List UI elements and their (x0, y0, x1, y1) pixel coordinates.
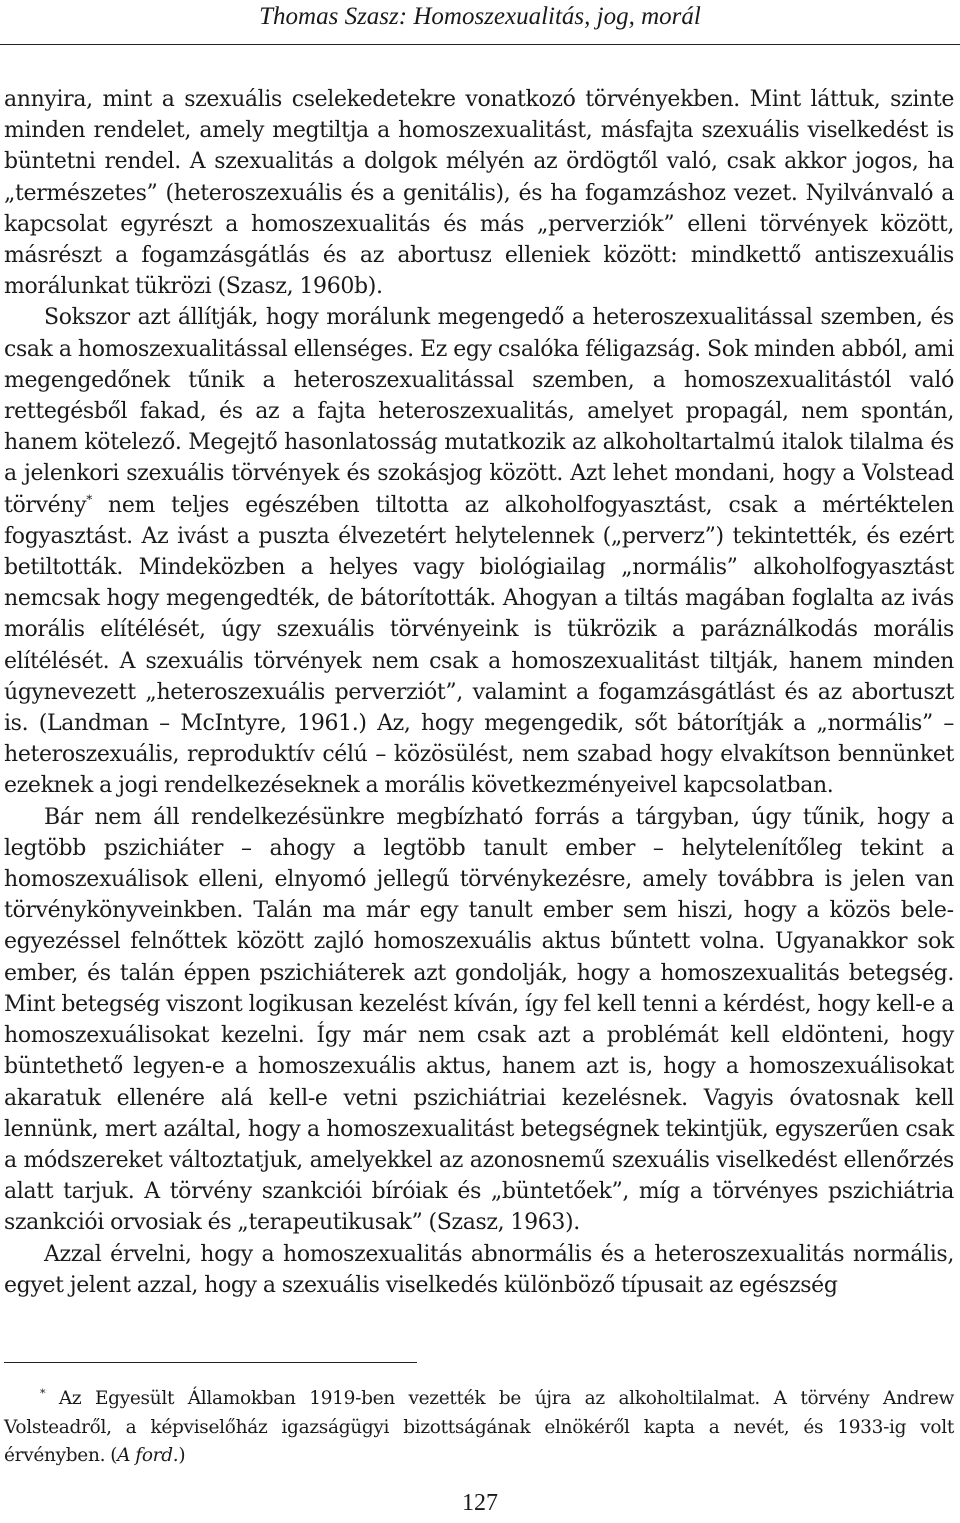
main-text (4, 84, 954, 1301)
footnote-mark: * (40, 1386, 46, 1400)
page-number: 127 (462, 1490, 498, 1516)
paragraph-2-part-2: nem teljes egészében tiltotta az alkoholfogyasztást, csak a mértéktelen fogyasztást. Az ivást a puszta élvezetért helytelennek („perverz”) tekintették, és ezért betiltották. Mindeközben a helyes vagy biológiailag „normális” alkoholfogyasztást nemcsak hogy megengedték, de bátorították. Ahogyan a tiltás magában foglalta az ivás morális elítélését, úgy szexuális törvényeink is tükrözik a paráználkodás morális elítélését. A szexuális törvények nem csak a homoszexualitást tiltják, hanem minden úgynevezett „heteroszexuális perverziót”, valamint a fogamzásgátlást és az abortuszt is. (Landman – McIntyre, 1961.) Az, hogy megengedik, sőt bátorítják a „normális” – heteroszexuális, reproduktív célú – közösülést, nem szabad hogy elvakítson bennünket ezeknek a jogi rendelkezéseknek a morális következményeivel kapcsolatban. (4, 492, 954, 799)
paragraph-1: annyira, mint a szexuális cselekedetekre vonatkozó törvényekben. Mint láttuk, szinte minden rendelet, amely megtiltja a homoszexualitást, másfajta szexuális viselkedést is büntetni rendel. A szexualitás a dolgok mélyén az ördögtől való, csak akkor jogos, ha „természetes” (heteroszexuális és a genitális), és ha fogamzáshoz vezet. Nyilvánvaló a kapcsolat egyrészt a homoszexualitás és más „perverziók” elleni törvények között, másrészt a fogamzásgátlás és az abortusz elleniek között: mindkettő antiszexuális morálunkat tükrözi (Szasz, 1960b). (4, 87, 954, 300)
footnote (4, 1385, 954, 1471)
paragraph-3: Bár nem áll rendelkezésünkre megbízható forrás a tárgyban, úgy tűnik, hogy a legtöbb pszichiáter – ahogy a legtöbb tanult ember – helytelenítőleg tekint a homoszexuálisok elleni, elnyomó jellegű törvénykezésre, amely továbbra is jelen van törvénykönyveinkben. Talán ma már egy tanult ember sem hiszi, hogy a közös beleegyezéssel felnőttek között zajló homoszexuális aktus bűntett volna. Ugyanakkor sok ember, és talán éppen pszichiáterek azt gondolják, hogy a homoszexualitás betegség. Mint betegség viszont logikusan kezelést kíván, így fel kell tenni a kérdést, hogy kell-e a homoszexuálisokat kezelni. Így már nem csak azt a problémát kell eldönteni, hogy büntethető legyen-e a homoszexuális aktus, hanem azt is, hogy a homoszexuálisokat akaratuk ellenére alá kell-e vetni pszichiátriai kezelésnek. Vagyis óvatosnak kell lennünk, mert azáltal, hogy a homoszexualitást betegségnek tekintjük, egyszerűen csak a módszereket változtatjuk, amelyekkel az azonosnemű szexuális viselkedést ellenőrzés alatt tarjuk. A törvény szankciói bíróiak és „büntetőek”, míg a törvényes pszichiátria szankciói orvosiak és „terapeutikusak” (Szasz, 1963). (4, 804, 954, 1236)
footnote-reference-mark: * (86, 492, 92, 507)
footnote-translator-note: A ford. (117, 1445, 179, 1466)
footnote-rule (4, 1362, 417, 1363)
header-rule (0, 44, 960, 45)
paragraph-2 (4, 302, 954, 801)
paragraph-4: Azzal érvelni, hogy a homoszexualitás abnormális és a heteroszexualitás normális, egyet jelent azzal, hogy a szexuális viselkedés különböző típusait az egészség (4, 1241, 954, 1298)
running-header: Thomas Szasz: Homoszexualitás, jog, morál (259, 3, 701, 30)
footnote-text-2: ) (178, 1445, 186, 1466)
footnote-text-1: Az Egyesült Államokban 1919-ben vezették be újra az alkoholtilalmat. A törvény Andrew Volsteadről, a képviselőház igazságügyi bizottságának elnökéről kapta a nevét, és 1933-ig volt érvényben. ( (4, 1388, 954, 1466)
paragraph-2-part-1: Sokszor azt állítják, hogy morálunk megengedő a heteroszexualitással szemben, és csak a homoszexualitással ellenséges. Ez egy csalóka féligazság. Sok minden abból, ami megengedőnek tűnik a heteroszexualitással szemben, a homoszexualitástól való rettegésből fakad, és az a fajta heteroszexualitás, amelyet propagál, nem spontán, hanem kötelező. Megejtő hasonlatosság mutatkozik az alkoholtartalmú italok tilalma és a jelenkori szexuális törvények és szokásjog között. Azt lehet mondani, hogy a Volstead törvény (4, 305, 954, 518)
